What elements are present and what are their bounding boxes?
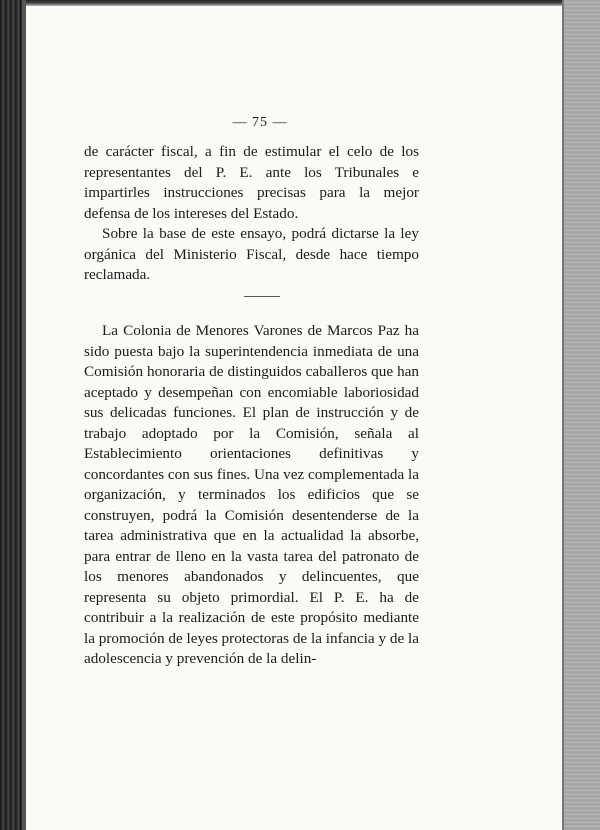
paragraph: Sobre la base de este ensayo, podrá dictarse la ley orgánica del Ministerio Fiscal, desde hace tiempo reclamada. <box>84 225 419 283</box>
text-section-top <box>84 142 419 286</box>
scan-edge-right <box>564 0 600 830</box>
paragraph: La Colonia de Menores Varones de Marcos Paz ha sido puesta bajo la superintendencia inmediata de una Comisión honoraria de distinguidos caballeros que han aceptado y desempeñan con encomiable laboriosidad sus delicadas funciones. El plan de instrucción y de trabajo adoptado por la Comisión, señala al Establecimiento orientaciones definitivas y concordantes con sus fines. Una vez complementada la organización, y terminados los edificios que se construyen, podrá la Comisión desentenderse de la tarea administrativa que en la actualidad la absorbe, para entrar de lleno en la vasta tarea del patronato de los menores abandonados y delincuentes, que representa su objeto primordial. El P. E. ha de contribuir a la realización de este propósito mediante la promoción de leyes protectoras de la infancia y de la adolescencia y prevención de la delin- <box>84 322 419 667</box>
scan-edge-top <box>26 0 564 6</box>
text-section-bottom <box>84 321 419 670</box>
page-number: — 75 — <box>232 115 288 130</box>
section-divider <box>244 296 280 298</box>
paragraph: de carácter fiscal, a fin de estimular el celo de los representantes del P. E. ante los Tribunales e impartirles instrucciones precisas para la mejor defensa de los intereses del Estado. <box>84 143 419 222</box>
